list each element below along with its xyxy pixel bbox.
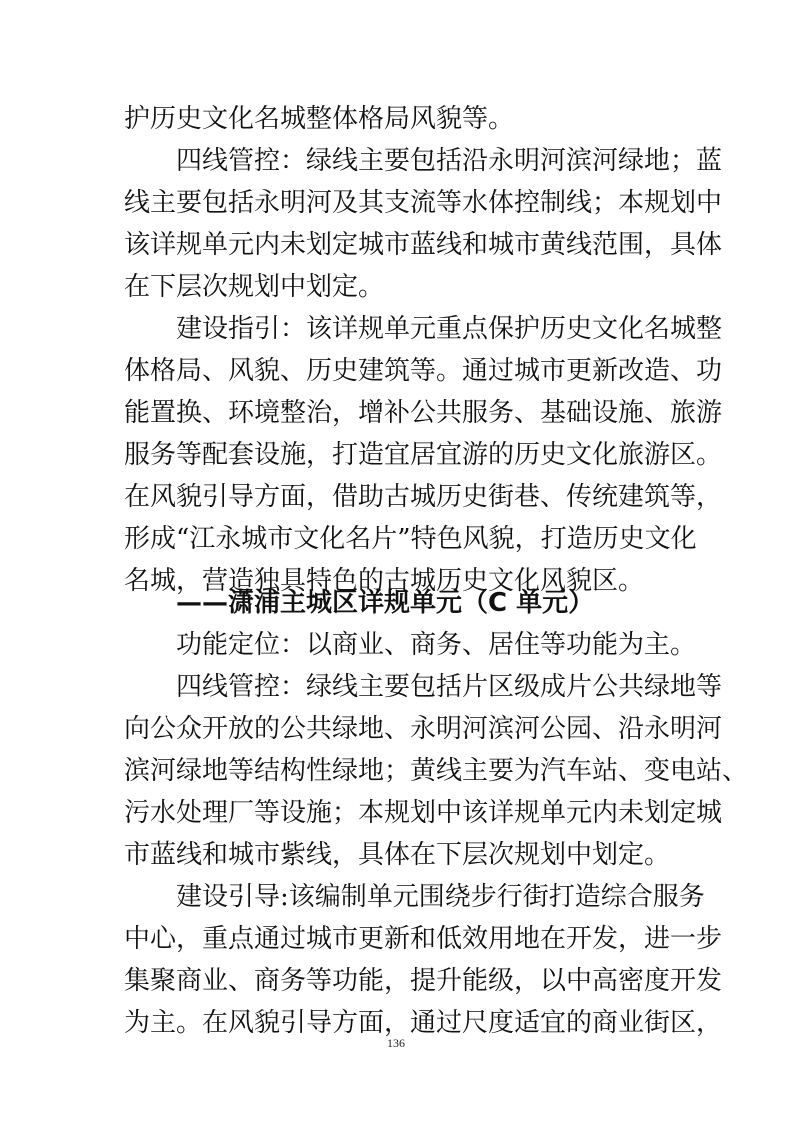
body-text-line: 集聚商业、商务等功能，提升能级，以中高密度开发 [124,966,723,996]
body-text-line: 污水处理厂等设施；本规划中该详规单元内未划定城 [124,798,723,828]
body-text-line: 线主要包括永明河及其支流等水体控制线；本规划中 [124,188,723,218]
body-text-line: 名城，营造独具特色的古城历史文化风貌区。 [124,566,645,596]
body-text-line: 中心，重点通过城市更新和低效用地在开发，进一步 [124,924,723,954]
section-heading: ——潇浦主城区详规单元（C 单元） [176,588,595,618]
body-text-line: 体格局、风貌、历史建筑等。通过城市更新改造、功 [124,356,723,386]
body-text-line: 在风貌引导方面，借助古城历史街巷、传统建筑等， [124,482,723,512]
body-text-line: 该详规单元内未划定城市蓝线和城市黄线范围，具体 [124,230,723,260]
body-text-line: 护历史文化名城整体格局风貌等。 [124,104,515,134]
body-text-line: 形成“江永城市文化名片”特色风貌，打造历史文化 [124,524,697,554]
body-text-line: 市蓝线和城市紫线，具体在下层次规划中划定。 [124,840,671,870]
paragraph-first-line: 建设引导:该编制单元围绕步行街打造综合服务 [176,882,705,912]
body-text-line: 能置换、环境整治，增补公共服务、基础设施、旅游 [124,398,723,428]
page-number: 136 [387,1036,405,1050]
paragraph-first-line: 功能定位：以商业、商务、居住等功能为主。 [176,630,697,660]
body-text-line: 服务等配套设施，打造宜居宜游的历史文化旅游区。 [124,440,723,470]
body-text-line: 在下层次规划中划定。 [124,272,385,302]
paragraph-first-line: 建设指引：该详规单元重点保护历史文化名城整 [176,314,723,344]
paragraph-first-line: 四线管控：绿线主要包括沿永明河滨河绿地；蓝 [176,146,723,176]
body-text-line: 滨河绿地等结构性绿地；黄线主要为汽车站、变电站、 [124,756,749,786]
body-text-line: 为主。在风貌引导方面，通过尺度适宜的商业街区， [124,1008,723,1038]
body-text-line: 向公众开放的公共绿地、永明河滨河公园、沿永明河 [124,714,723,744]
paragraph-first-line: 四线管控：绿线主要包括片区级成片公共绿地等 [176,672,723,702]
